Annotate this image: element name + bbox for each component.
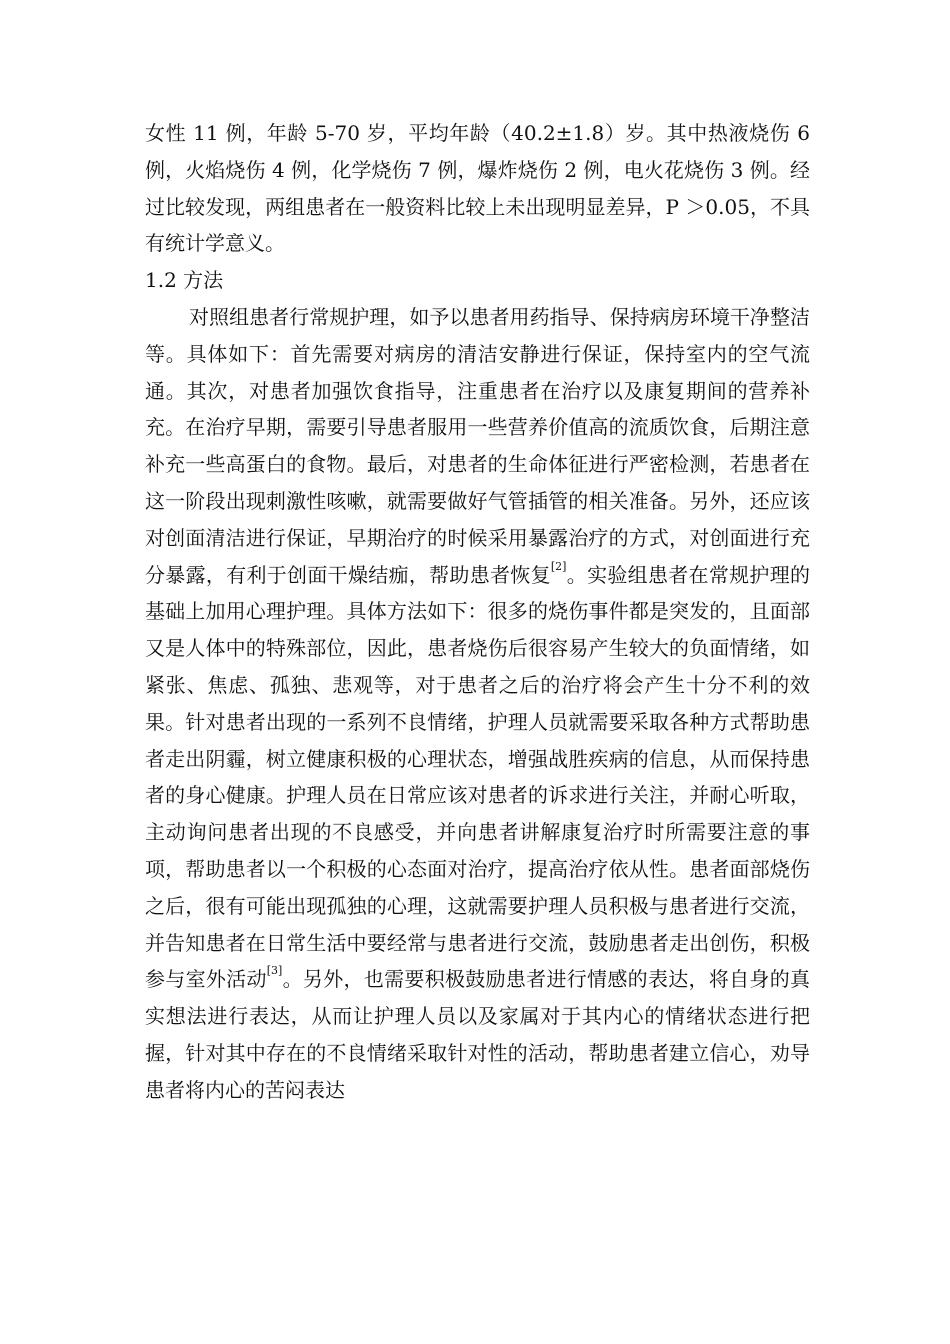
citation-ref-2: [2] [550, 559, 567, 573]
methods-text-part-3: 。另外，也需要积极鼓励患者进行情感的表达，将自身的真实想法进行表达，从而让护理人员以及家属对于其内心的情绪状态进行把握，针对其中存在的不良情绪采取针对性的活动，帮助患者建立信心，劝导患者将内心的苦闷表达 [145, 967, 811, 1102]
paragraph-methods [145, 299, 810, 1109]
section-heading-methods: 1.2 方法 [145, 268, 224, 293]
document-page [145, 115, 810, 1109]
methods-text-part-2: 。实验组患者在常规护理的基础上加用心理护理。具体方法如下：很多的烧伤事件都是突发的，且面部又是人体中的特殊部位，因此，患者烧伤后很容易产生较大的负面情绪，如紧张、焦虑、孤独、悲观等，对于患者之后的治疗将会产生十分不利的效果。针对患者出现的一系列不良情绪，护理人员就需要采取各种方式帮助患者走出阴霾，树立健康积极的心理状态，增强战胜疾病的信息，从而保持患者的身心健康。护理人员在日常应该对患者的诉求进行关注，并耐心听取，主动询问患者出现的不良感受，并向患者讲解康复治疗时所需要注意的事项，帮助患者以一个积极的心态面对治疗，提高治疗依从性。患者面部烧伤之后，很有可能出现孤独的心理，这就需要护理人员积极与患者进行交流，并告知患者在日常生活中要经常与患者进行交流，鼓励患者走出创伤，积极参与室外活动 [145, 562, 811, 992]
citation-ref-3: [3] [266, 964, 283, 978]
paragraph-patient-info: 女性 11 例，年龄 5-70 岁，平均年龄（40.2±1.8）岁。其中热液烧伤 6 例，火焰烧伤 4 例，化学烧伤 7 例，爆炸烧伤 2 例，电火花烧伤 3 例。经过比较发现，两组患者在一般资料比较上未出现明显差异，P ＞0.05，不具有统计学意义。 [145, 121, 810, 256]
methods-text-part-1: 对照组患者行常规护理，如予以患者用药指导、保持病房环境干净整洁等。具体如下：首先需要对病房的清洁安静进行保证，保持室内的空气流通。其次，对患者加强饮食指导，注重患者在治疗以及康复期间的营养补充。在治疗早期，需要引导患者服用一些营养价值高的流质饮食，后期注意补充一些高蛋白的食物。最后，对患者的生命体征进行严密检测，若患者在这一阶段出现刺激性咳嗽，就需要做好气管插管的相关准备。另外，还应该对创面清洁进行保证，早期治疗的时候采用暴露治疗的方式，对创面进行充分暴露，有利于创面干燥结痂，帮助患者恢复 [145, 304, 810, 587]
